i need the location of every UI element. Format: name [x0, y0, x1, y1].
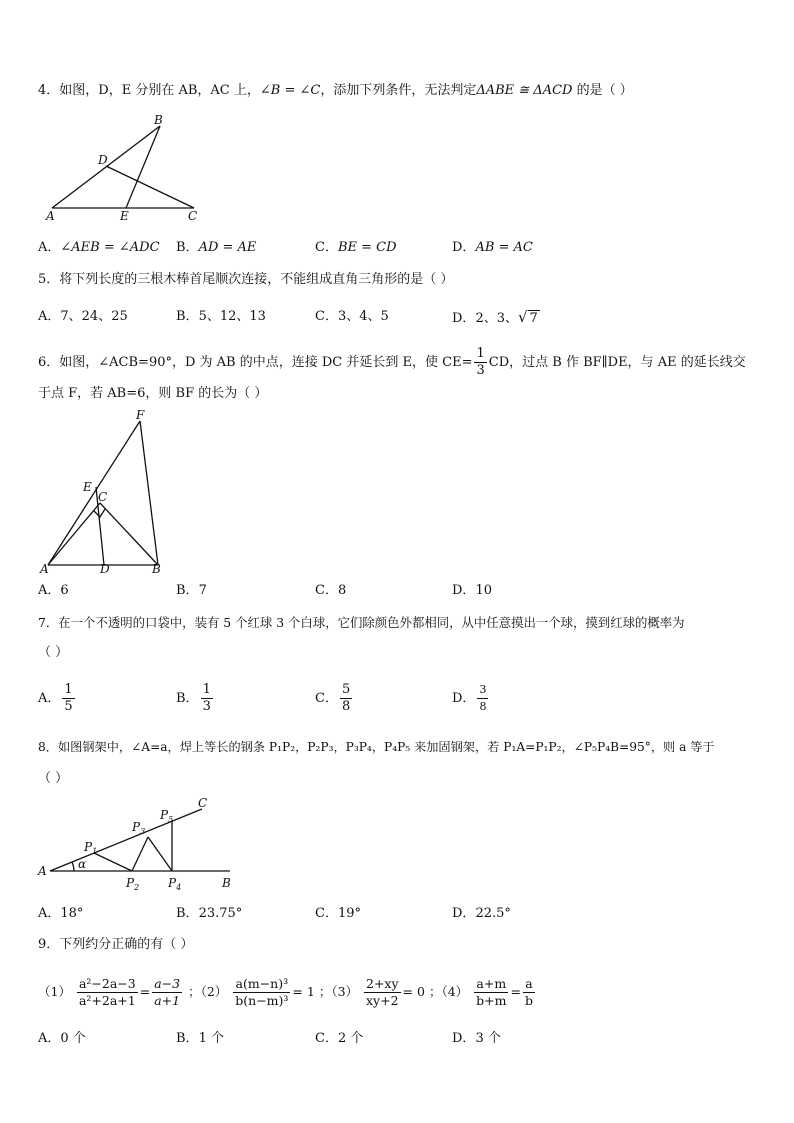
- q7-option-d-den: 8: [479, 700, 487, 713]
- q6-label-F: F: [136, 408, 145, 422]
- q6-line1-post: CD，过点 B 作 BF∥DE，与 AE 的延长线交: [488, 355, 746, 370]
- q8-option-c[interactable]: [315, 905, 361, 923]
- q6-option-b-text: 7: [198, 583, 207, 598]
- q4-label-C: C: [188, 209, 198, 222]
- q4-option-d-label: D．: [452, 240, 476, 255]
- q9-f1-eq: =: [139, 984, 151, 999]
- q4-label-E: E: [120, 209, 129, 222]
- q7-option-d[interactable]: [452, 682, 490, 715]
- q4-option-d[interactable]: [452, 239, 533, 257]
- q9-option-b-label: B．: [176, 1031, 199, 1046]
- q4-stem-post: 的是（ ）: [572, 83, 633, 98]
- q9-f4-num: a+m: [474, 976, 508, 993]
- q8-option-d-label: D．: [452, 906, 476, 921]
- q9-f3-den: xy+2: [366, 993, 399, 1008]
- q7-option-d-fraction: [477, 682, 488, 715]
- q7-option-a[interactable]: [38, 682, 77, 715]
- q9-option-b[interactable]: [176, 1030, 224, 1048]
- q6-label-C: C: [98, 490, 108, 504]
- q9-f2-num: a(m−n)³: [233, 976, 290, 993]
- q8-label-alpha: α: [78, 857, 87, 871]
- q8-option-b-text: 23.75°: [198, 906, 243, 921]
- q8-label-P1: $P_1$: [84, 840, 98, 856]
- q4-stem-mid: ，添加下列条件，无法判定: [320, 83, 477, 98]
- q6-fraction-num: 1: [476, 346, 485, 361]
- q9-f1-rnum: a−3: [154, 976, 181, 991]
- q4-label-D: D: [98, 153, 108, 167]
- q7-option-c-label: C．: [315, 691, 338, 706]
- q8-option-d-text: 22.5°: [475, 906, 511, 921]
- q6-option-a[interactable]: [38, 582, 69, 600]
- q7-option-c-fraction: [340, 682, 352, 715]
- q6-line2: 于点 F，若 AB=6，则 BF 的长为（ ）: [38, 386, 268, 401]
- q8-figure: [34, 795, 244, 895]
- q4-option-c-text: BE = CD: [337, 240, 397, 255]
- q4-option-d-text: AB = AC: [475, 240, 533, 255]
- sqrt-sign-icon: √: [517, 308, 528, 326]
- q6-figure: [38, 405, 178, 577]
- q9-f4-den: b+m: [476, 993, 507, 1008]
- q7-option-c-num: 5: [341, 682, 351, 697]
- q9-option-c-text: 2 个: [337, 1031, 364, 1046]
- q5-sqrt-value: 7: [529, 311, 538, 326]
- q9-f4-rnum: a: [523, 976, 535, 993]
- q7-option-a-den: 5: [64, 699, 73, 714]
- q6-label-D: D: [100, 562, 110, 576]
- q5-option-a-label: A．: [38, 309, 61, 324]
- q9-expressions: [38, 972, 537, 1012]
- q5-option-c-label: C．: [315, 309, 338, 324]
- q4-option-b-text: AD = AE: [198, 240, 257, 255]
- q4-condition: ∠B = ∠C: [259, 83, 321, 98]
- q4-option-a-label: A．: [38, 240, 61, 255]
- q8-label-A: A: [38, 864, 47, 878]
- q9-f1-left: [77, 976, 138, 1009]
- q6-label-E: E: [83, 480, 92, 494]
- q5-option-b[interactable]: [176, 308, 266, 326]
- q9-part1-label: （1）: [38, 984, 71, 999]
- q4-option-a[interactable]: [38, 239, 160, 257]
- q9-option-c-label: C．: [315, 1031, 338, 1046]
- q4-congruence: ΔABE ≅ ΔACD: [476, 83, 573, 98]
- q6-fraction-den: 3: [476, 363, 485, 378]
- q7-option-b[interactable]: [176, 682, 215, 715]
- q9-f2-result: = 1: [292, 984, 315, 999]
- q6-label-A: A: [40, 562, 49, 576]
- q8-option-a[interactable]: [38, 905, 83, 923]
- q4-option-c[interactable]: [315, 239, 397, 257]
- q8-label-P4: $P_4$: [168, 876, 182, 892]
- q9-f3-left: [364, 976, 401, 1009]
- q9-f4-right: [523, 976, 535, 1009]
- q8-option-a-text: 18°: [60, 906, 84, 921]
- q9-f3-result: = 0: [402, 984, 425, 999]
- q9-f1-rden: a+1: [154, 993, 181, 1008]
- q7-option-a-fraction: [62, 682, 74, 715]
- q7-option-b-num: 1: [202, 682, 211, 697]
- q8-label-P2: $P_2$: [126, 876, 140, 892]
- q4-option-b[interactable]: [176, 239, 256, 257]
- q6-option-c-label: C．: [315, 583, 338, 598]
- q4-figure: [40, 112, 220, 222]
- q8-option-c-label: C．: [315, 906, 338, 921]
- q9-f3-num: 2+xy: [366, 976, 399, 991]
- q8-line2: （ ）: [38, 771, 69, 786]
- q4-label-B: B: [154, 113, 163, 127]
- q4-option-a-text: ∠AEB = ∠ADC: [60, 240, 160, 255]
- q7-option-d-label: D．: [452, 691, 476, 706]
- q9-f1-num: a²−2a−3: [78, 976, 136, 991]
- q7-option-a-label: A．: [38, 691, 61, 706]
- q8-label-P3: $P_3$: [132, 820, 146, 836]
- q5-option-d-text: 2、3、: [475, 311, 518, 326]
- q9-f2-left: [233, 976, 290, 1009]
- q9-option-c[interactable]: [315, 1030, 363, 1048]
- q5-option-a-text: 7、24、25: [60, 309, 128, 324]
- q8-label-B: B: [222, 876, 231, 890]
- q7-line2: （ ）: [38, 645, 69, 660]
- q8-label-P5: $P_5$: [160, 808, 174, 824]
- q9-option-b-text: 1 个: [198, 1031, 224, 1046]
- q8-option-d[interactable]: [452, 905, 511, 923]
- q9-f4-rden: b: [524, 993, 533, 1008]
- q9-part3-label: ；（3）: [318, 984, 359, 999]
- q7-option-c[interactable]: [315, 682, 354, 715]
- q8-option-a-label: A．: [38, 906, 61, 921]
- q4-option-c-label: C．: [315, 240, 338, 255]
- q5-option-d-label: D．: [452, 311, 476, 326]
- q6-option-a-text: 6: [60, 583, 69, 598]
- q6-option-d-text: 10: [475, 583, 492, 598]
- q6-option-d[interactable]: [452, 582, 492, 600]
- q9-part2-label: ；（2）: [188, 984, 228, 999]
- q6-fraction: [474, 346, 486, 379]
- q9-option-d[interactable]: [452, 1030, 501, 1048]
- q6-option-c[interactable]: [315, 582, 346, 600]
- q9-option-d-text: 3 个: [475, 1031, 501, 1046]
- q6-label-B: B: [152, 562, 161, 576]
- q9-f4-eq: =: [510, 984, 521, 999]
- q7-option-b-label: B．: [176, 691, 199, 706]
- q9-option-a-label: A．: [38, 1031, 61, 1046]
- q9-option-a-text: 0 个: [60, 1031, 86, 1046]
- q4-stem: [38, 82, 633, 100]
- q5-option-c-text: 3、4、5: [337, 309, 389, 324]
- q8-option-b[interactable]: [176, 905, 242, 923]
- q8-label-C: C: [198, 796, 208, 810]
- q7-option-a-num: 1: [64, 682, 73, 697]
- q7-option-b-fraction: [201, 682, 213, 715]
- q7-option-d-num: 3: [477, 682, 488, 699]
- q5-option-d[interactable]: [452, 308, 540, 328]
- q6-line1: [38, 345, 746, 381]
- q7-option-c-den: 8: [341, 699, 351, 714]
- q9-f4-left: [474, 976, 508, 1009]
- q9-f1-den: a²+2a+1: [78, 993, 136, 1008]
- q8-option-b-label: B．: [176, 906, 199, 921]
- q8-line1: 8．如图钢架中，∠A=a，焊上等长的钢条 P₁P₂，P₂P₃，P₃P₄，P₄P₅ 来加固钢架，若 P₁A=P₁P₂，∠P₅P₄B=95°，则 a 等于: [38, 740, 715, 754]
- q8-option-c-text: 19°: [337, 906, 361, 921]
- q5-option-c[interactable]: [315, 308, 389, 326]
- q9-stem: 9．下列约分正确的有（ ）: [38, 937, 194, 952]
- q7-line1: 7．在一个不透明的口袋中，装有 5 个红球 3 个白球，它们除颜色外都相同，从中任意摸出一个球，摸到红球的概率为: [38, 615, 685, 630]
- q6-line1-pre: 6．如图，∠ACB=90°，D 为 AB 的中点，连接 DC 并延长到 E，使 CE=: [38, 355, 473, 370]
- q5-option-b-label: B．: [176, 309, 199, 324]
- q4-option-b-label: B．: [176, 240, 199, 255]
- q6-option-b[interactable]: [176, 582, 207, 600]
- q4-stem-pre: 4．如图，D，E 分别在 AB，AC 上，: [38, 83, 260, 98]
- q5-stem: 5．将下列长度的三根木棒首尾顺次连接，不能组成直角三角形的是（ ）: [38, 272, 454, 287]
- q7-option-b-den: 3: [202, 699, 211, 714]
- q9-f2-den: b(n−m)³: [235, 993, 289, 1008]
- q5-option-b-text: 5、12、13: [198, 309, 266, 324]
- q9-option-a[interactable]: [38, 1030, 86, 1048]
- q6-option-d-label: D．: [452, 583, 476, 598]
- q9-part4-label: ；（4）: [428, 984, 469, 999]
- q6-option-a-label: A．: [38, 583, 61, 598]
- q4-label-A: A: [46, 209, 55, 222]
- q6-option-b-label: B．: [176, 583, 199, 598]
- q9-f1-right: [152, 976, 182, 1009]
- q5-option-a[interactable]: [38, 308, 128, 326]
- q6-option-c-text: 8: [337, 583, 347, 598]
- q9-option-d-label: D．: [452, 1031, 476, 1046]
